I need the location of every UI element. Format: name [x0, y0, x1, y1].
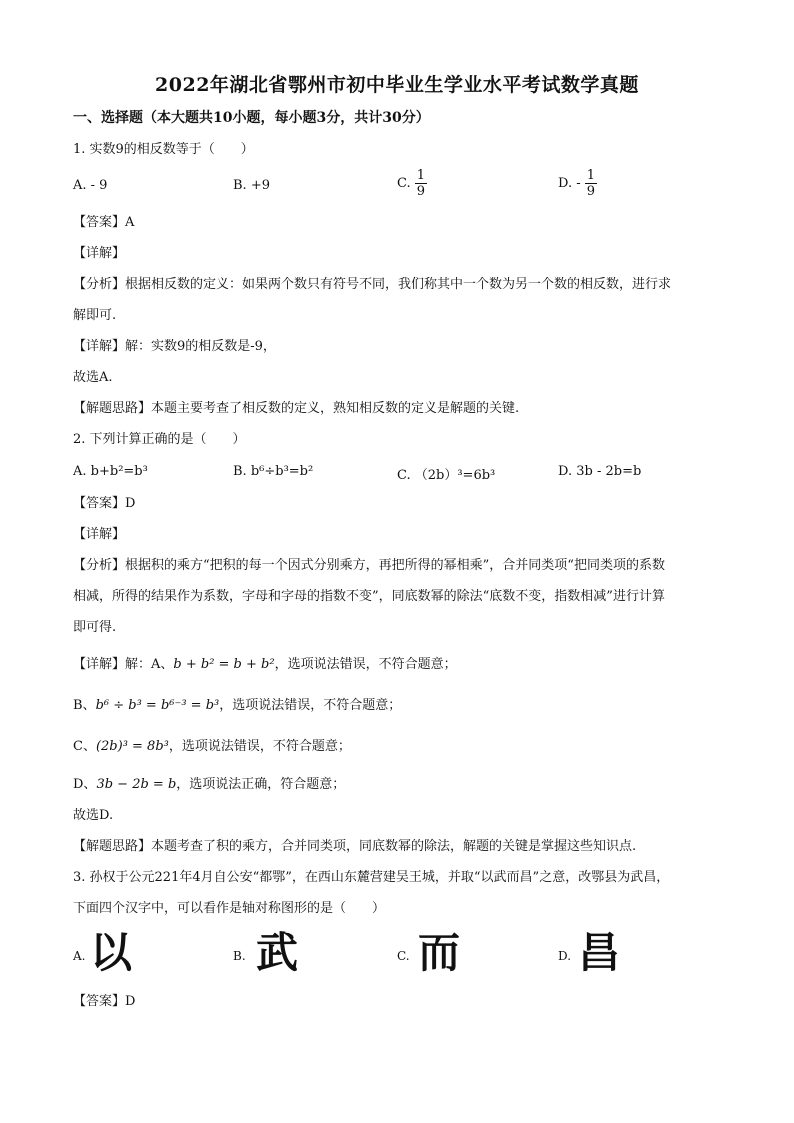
- q2-solution-d-expression: 3b − 2b = b: [96, 777, 177, 792]
- q3-option-d-label: D.: [558, 949, 572, 963]
- q2-solution-b-suffix: ，选项说法错误，不符合题意；: [219, 698, 402, 713]
- q2-solution-a: [73, 657, 457, 673]
- q2-analysis-line1: 【分析】根据积的乘方“把积的每一个因式分别乘方，再把所得的幂相乘”，合并同类项“把同类项的系数: [73, 558, 665, 573]
- q2-solution-d-suffix: ，选项说法正确，符合题意；: [176, 777, 346, 792]
- q1-analysis-line2: 解即可.: [73, 308, 117, 323]
- q2-solution-c-prefix: C、: [73, 739, 96, 754]
- q2-solution-c-suffix: ，选项说法错误，不符合题意；: [168, 739, 351, 754]
- q2-solution-a-suffix: ，选项说法错误，不符合题意；: [274, 657, 457, 672]
- q1-answer: 【答案】A: [73, 215, 135, 230]
- section-heading: 一、选择题（本大题共10小题，每小题3分，共计30分）: [73, 110, 430, 126]
- q3-option-c-label: C.: [397, 949, 410, 963]
- q2-solution-a-prefix: 【详解】解：A、: [73, 657, 174, 672]
- q1-stem: 1. 实数9的相反数等于（ ）: [73, 142, 254, 157]
- q2-solution-b-prefix: B、: [73, 698, 96, 713]
- q2-option-d: D. 3b - 2b=b: [558, 464, 642, 479]
- q2-analysis-line2: 相减，所得的结果作为系数，字母和字母的指数不变”，同底数幂的除法“底数不变，指数相减”进行计算: [73, 589, 665, 604]
- q3-option-c-character: 而: [418, 928, 461, 977]
- q3-option-b-character: 武: [256, 928, 299, 977]
- q2-solution-d: [73, 777, 345, 793]
- fraction-numerator: 1: [586, 168, 596, 183]
- page-title: 2022年湖北省鄂州市初中毕业生学业水平考试数学真题: [155, 74, 639, 96]
- q2-solution-c-expression: (2b)³ = 8b³: [95, 739, 169, 754]
- q3-option-b-label: B.: [233, 949, 246, 963]
- q1-choice: 故选A.: [73, 370, 113, 385]
- q2-solution-d-prefix: D、: [73, 777, 97, 792]
- q2-idea: 【解题思路】本题考查了积的乘方，合并同类项，同底数幂的除法，解题的关键是掌握这些知识点.: [73, 839, 637, 854]
- fraction-numerator: 1: [416, 168, 426, 183]
- q3-option-a-label: A.: [73, 949, 86, 963]
- q2-detail-header: 【详解】: [73, 527, 126, 542]
- q1-detail-header: 【详解】: [73, 246, 126, 261]
- q1-idea: 【解题思路】本题主要考查了相反数的定义，熟知相反数的定义是解题的关键.: [73, 401, 520, 416]
- q3-option-d-character: 昌: [578, 928, 621, 977]
- q1-option-d: [558, 168, 597, 199]
- q2-answer: 【答案】D: [73, 496, 136, 511]
- q3-stem-line1: 3. 孙权于公元221年4月自公安“都鄂”，在西山东麓营建吴王城，并取“以武而昌”之意，改鄂县为武昌，: [73, 870, 670, 885]
- q1-option-c: [397, 168, 427, 199]
- q2-option-b: B. b⁶÷b³=b²: [233, 464, 314, 479]
- q3-stem-line2: 下面四个汉字中，可以看作是轴对称图形的是（ ）: [73, 901, 386, 916]
- q3-answer: 【答案】D: [73, 994, 136, 1009]
- q2-choice: 故选D.: [73, 808, 114, 823]
- q1-analysis-line1: 【分析】根据相反数的定义：如果两个数只有符号不同，我们称其中一个数为另一个数的相反数，进行求: [73, 277, 672, 292]
- q2-solution-a-expression: b + b² = b + b²: [173, 657, 275, 672]
- q2-solution-b: [73, 698, 401, 714]
- fraction-denominator: 9: [586, 184, 596, 199]
- fraction-denominator: 9: [416, 184, 426, 199]
- q1-solution: 【详解】解：实数9的相反数是-9，: [73, 339, 276, 354]
- q1-option-a: A. - 9: [73, 178, 108, 193]
- q1-option-c-fraction: [415, 168, 427, 199]
- q2-option-a: A. b+b²=b³: [73, 464, 148, 479]
- q2-solution-c: [73, 739, 351, 755]
- q1-option-b: B. +9: [233, 178, 270, 193]
- q3-option-a-character: 以: [90, 928, 133, 977]
- q2-stem: 2. 下列计算正确的是（ ）: [73, 432, 246, 447]
- q1-option-d-fraction: [585, 168, 597, 199]
- q1-option-c-label: C.: [397, 176, 411, 191]
- q2-analysis-line3: 即可得.: [73, 620, 117, 635]
- q1-option-d-label: D. -: [558, 176, 581, 191]
- q2-solution-b-expression: b⁶ ÷ b³ = b⁶⁻³ = b³: [95, 698, 220, 713]
- q2-option-c: C. （2b）³=6b³: [397, 468, 496, 483]
